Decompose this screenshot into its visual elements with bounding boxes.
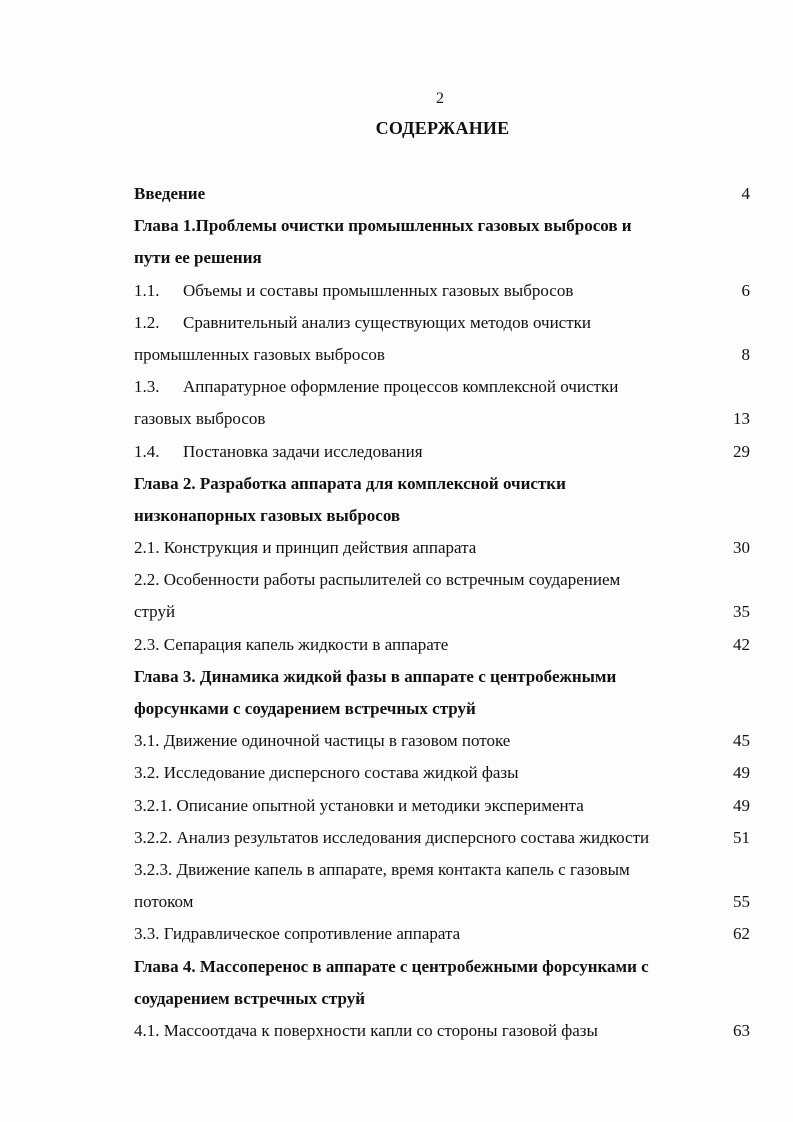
toc-heading bbox=[134, 696, 750, 728]
toc-entry bbox=[134, 632, 750, 664]
toc-page-number: 49 bbox=[733, 763, 750, 783]
toc-page-number: 6 bbox=[741, 280, 750, 300]
toc-page-number: 29 bbox=[733, 441, 750, 461]
toc-entry-text: форсунками с соударением встречных струй bbox=[134, 699, 476, 718]
toc-entry-text: Постановка задачи исследования bbox=[183, 441, 423, 461]
toc-entry-text: 3.2.3. Движение капель в аппарате, время контакта капель с газовым bbox=[134, 859, 630, 879]
toc-entry-text: газовых выбросов bbox=[134, 409, 266, 429]
toc-entry bbox=[134, 342, 750, 374]
toc-entry bbox=[134, 310, 750, 342]
toc-entry-text: Сравнительный анализ существующих методов очистки bbox=[183, 312, 591, 332]
toc-page-number: 62 bbox=[733, 924, 750, 944]
toc-page-number: 30 bbox=[733, 538, 750, 558]
toc-entry-text: Аппаратурное оформление процессов комплексной очистки bbox=[183, 377, 619, 397]
toc-entry bbox=[134, 728, 750, 760]
toc-entry bbox=[134, 921, 750, 953]
toc-entry bbox=[134, 599, 750, 631]
toc-section-number: 1.3. bbox=[134, 377, 160, 397]
toc-entry bbox=[134, 374, 750, 406]
toc-heading bbox=[134, 503, 750, 535]
toc-page-number: 51 bbox=[733, 827, 750, 847]
toc-entry bbox=[134, 1018, 750, 1050]
toc-heading bbox=[134, 471, 750, 503]
toc-entry bbox=[134, 535, 750, 567]
toc-entry-text: Глава 3. Динамика жидкой фазы в аппарате с центробежными bbox=[134, 666, 617, 686]
toc-page-number: 4 bbox=[741, 184, 750, 203]
toc-entry-text: 3.1. Движение одиночной частицы в газовом потоке bbox=[134, 731, 511, 751]
toc-entry-text: низконапорных газовых выбросов bbox=[134, 505, 401, 525]
table-of-contents bbox=[134, 181, 750, 1050]
toc-entry-text: струй bbox=[134, 602, 176, 622]
toc-entry-text: промышленных газовых выбросов bbox=[134, 344, 385, 364]
toc-entry-text: 3.3. Гидравлическое сопротивление аппарата bbox=[134, 924, 461, 944]
toc-entry bbox=[134, 439, 750, 471]
toc-entry-text: Объемы и составы промышленных газовых выбросов bbox=[183, 280, 574, 300]
toc-entry-text: потоком bbox=[134, 892, 194, 912]
toc-entry-text: 2.1. Конструкция и принцип действия аппарата bbox=[134, 538, 477, 558]
toc-entry-text: 3.2.2. Анализ результатов исследования дисперсного состава жидкости bbox=[134, 827, 650, 847]
page-number: 2 bbox=[436, 90, 444, 107]
toc-heading bbox=[134, 986, 750, 1018]
toc-page-number: 49 bbox=[733, 795, 750, 815]
page-title: СОДЕРЖАНИЕ bbox=[375, 118, 510, 138]
toc-heading bbox=[134, 245, 750, 277]
toc-heading bbox=[134, 213, 750, 245]
toc-entry-text: 3.2. Исследование дисперсного состава жидкой фазы bbox=[134, 763, 519, 783]
toc-page-number: 13 bbox=[733, 409, 750, 429]
toc-heading bbox=[134, 954, 750, 986]
toc-page-number: 55 bbox=[733, 892, 750, 912]
toc-page-number: 35 bbox=[733, 602, 750, 622]
toc-entry bbox=[134, 793, 750, 825]
toc-entry-text: Глава 2. Разработка аппарата для комплексной очистки bbox=[134, 473, 566, 493]
toc-section-number: 1.1. bbox=[134, 280, 160, 300]
toc-entry-text: пути ее решения bbox=[134, 248, 262, 268]
toc-heading bbox=[134, 664, 750, 696]
toc-page-number: 45 bbox=[733, 731, 750, 751]
toc-entry-text: Глава 1.Проблемы очистки промышленных газовых выбросов и bbox=[134, 216, 632, 236]
toc-entry bbox=[134, 278, 750, 310]
toc-entry-text: Глава 4. Массоперенос в аппарате с центробежными форсунками с bbox=[134, 956, 649, 976]
toc-entry-text: 3.2.1. Описание опытной установки и методики эксперимента bbox=[134, 795, 584, 815]
toc-entry bbox=[134, 406, 750, 438]
toc-entry bbox=[134, 825, 750, 857]
toc-entry bbox=[134, 567, 750, 599]
toc-entry-text: Введение bbox=[134, 184, 206, 203]
toc-page-number: 42 bbox=[733, 634, 750, 654]
toc-page-number: 63 bbox=[733, 1020, 750, 1040]
toc-entry bbox=[134, 857, 750, 889]
toc-entry bbox=[134, 760, 750, 792]
toc-entry-text: 2.2. Особенности работы распылителей со встречным соударением bbox=[134, 570, 621, 590]
toc-entry-text: 2.3. Сепарация капель жидкости в аппарате bbox=[134, 634, 449, 654]
toc-entry-text: соударением встречных струй bbox=[134, 988, 365, 1008]
toc-entry bbox=[134, 889, 750, 921]
toc-heading bbox=[134, 181, 750, 213]
toc-section-number: 1.4. bbox=[134, 441, 160, 461]
toc-entry-text: 4.1. Массоотдача к поверхности капли со стороны газовой фазы bbox=[134, 1020, 598, 1040]
toc-page-number: 8 bbox=[741, 344, 750, 364]
toc-section-number: 1.2. bbox=[134, 312, 160, 332]
